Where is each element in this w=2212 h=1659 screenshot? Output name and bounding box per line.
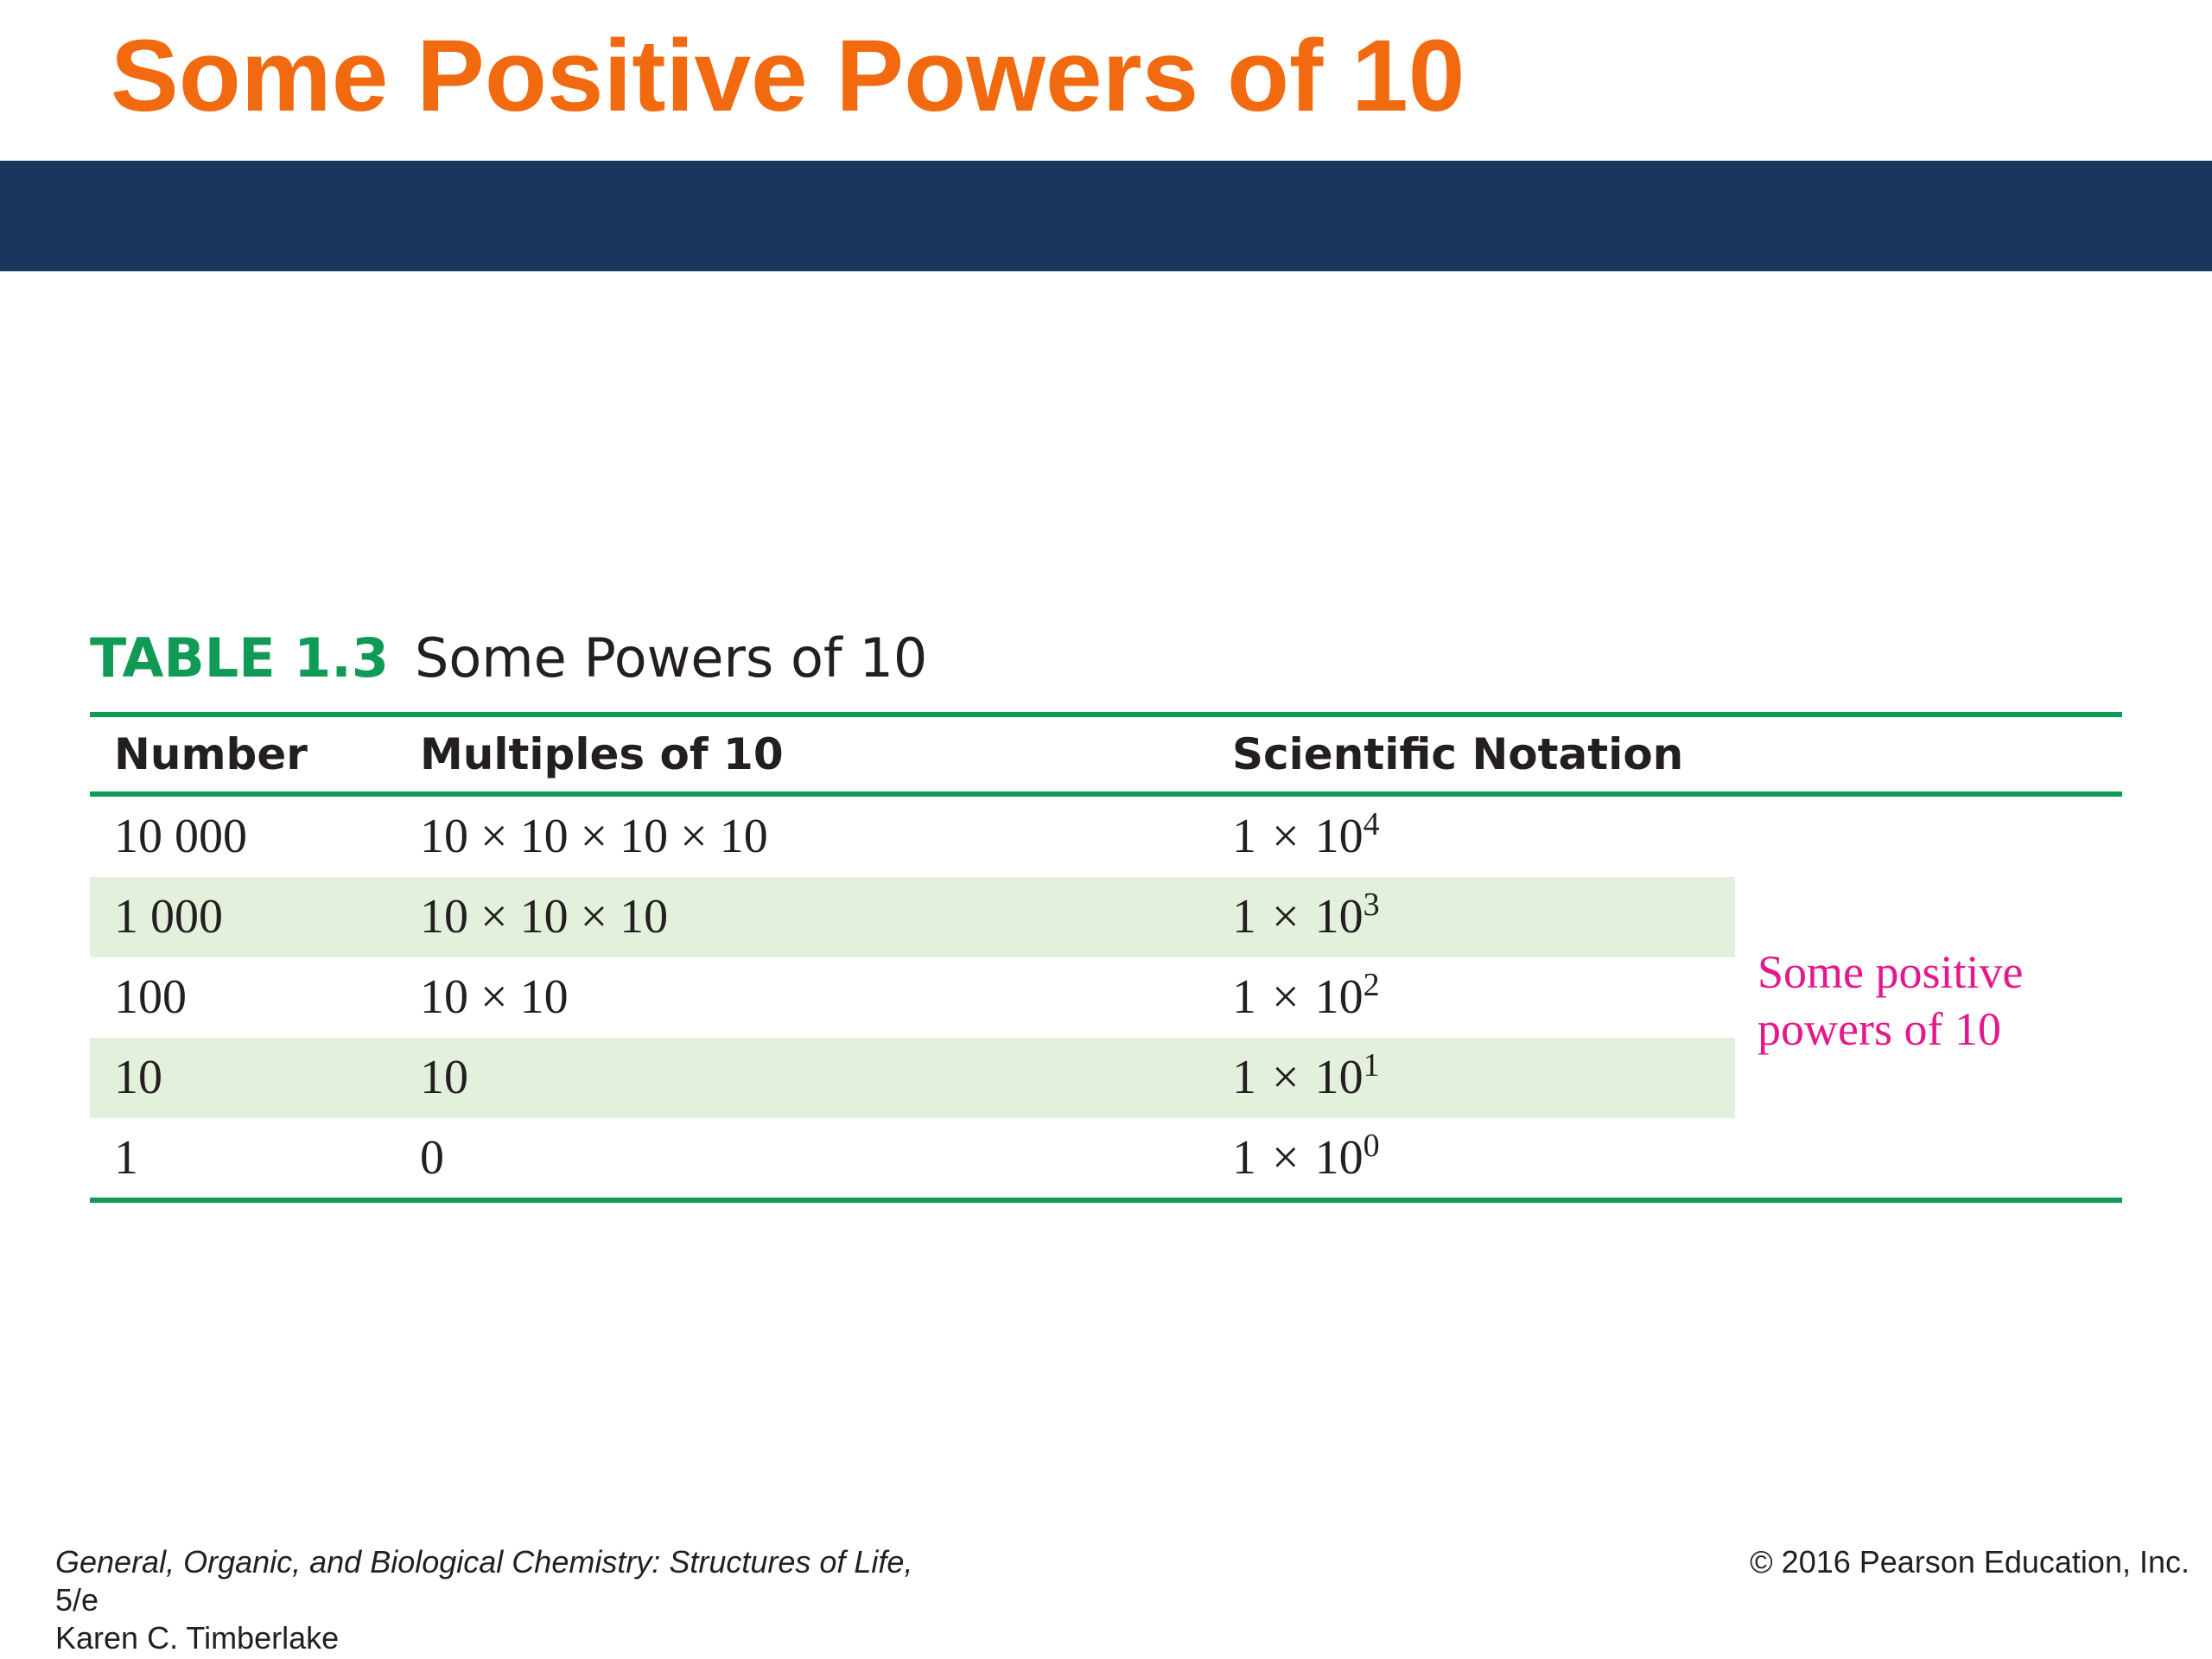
coefficient: 1 xyxy=(1232,1131,1256,1185)
exponent: 3 xyxy=(1363,887,1380,923)
times-sign: × xyxy=(1272,810,1300,863)
table-row xyxy=(90,1118,2122,1198)
column-header-multiples: Multiples of 10 xyxy=(420,729,784,779)
table-label: TABLE 1.3 xyxy=(90,626,389,690)
column-header-number: Number xyxy=(114,729,308,779)
times-sign: × xyxy=(1272,1051,1300,1104)
coefficient: 1 xyxy=(1232,970,1256,1024)
exponent: 1 xyxy=(1363,1047,1380,1084)
times-sign: × xyxy=(1272,970,1300,1024)
book-author: Karen C. Timberlake xyxy=(55,1620,340,1656)
number-cell: 1 000 xyxy=(114,890,223,944)
book-title: General, Organic, and Biological Chemistry: Structures of Life, xyxy=(55,1544,913,1580)
base: 10 xyxy=(1314,890,1363,944)
exponent: 0 xyxy=(1363,1128,1380,1164)
scientific-notation-cell xyxy=(1232,1118,1380,1198)
number-cell: 100 xyxy=(114,970,187,1024)
row-shade xyxy=(90,877,1735,957)
table-title: Some Powers of 10 xyxy=(415,626,928,690)
scientific-notation-cell xyxy=(1232,797,1380,877)
citation-book-line xyxy=(55,1543,912,1619)
base: 10 xyxy=(1314,1051,1363,1104)
multiples-cell: 0 xyxy=(420,1131,444,1185)
base: 10 xyxy=(1314,1131,1363,1185)
number-cell: 10 000 xyxy=(114,810,247,863)
base: 10 xyxy=(1314,810,1363,863)
multiples-cell: 10 xyxy=(420,1051,468,1104)
multiples-cell: 10 × 10 × 10 xyxy=(420,890,669,944)
base: 10 xyxy=(1314,970,1363,1024)
coefficient: 1 xyxy=(1232,890,1256,944)
book-edition: 5/e xyxy=(55,1582,99,1618)
column-header-scientific-notation: Scientific Notation xyxy=(1232,729,1684,779)
multiples-cell: 10 × 10 × 10 × 10 xyxy=(420,810,768,863)
side-annotation xyxy=(1758,944,2024,1058)
side-annotation-line: Some positive xyxy=(1758,946,2024,998)
header-band xyxy=(0,161,2212,271)
table-bottom-rule xyxy=(90,1198,2122,1203)
exponent: 4 xyxy=(1363,806,1380,842)
scientific-notation-cell xyxy=(1232,1038,1380,1118)
footer-citation xyxy=(55,1543,912,1657)
slide-title: Some Positive Powers of 10 xyxy=(111,19,1465,133)
row-shade xyxy=(90,1038,1735,1118)
copyright-notice: © 2016 Pearson Education, Inc. xyxy=(1750,1544,2190,1580)
number-cell: 10 xyxy=(114,1051,162,1104)
scientific-notation-cell xyxy=(1232,877,1380,957)
times-sign: × xyxy=(1272,890,1300,944)
table-caption xyxy=(90,624,927,693)
times-sign: × xyxy=(1272,1131,1300,1185)
multiples-cell: 10 × 10 xyxy=(420,970,569,1024)
table-row xyxy=(90,797,2122,877)
table-header-row xyxy=(90,717,2122,791)
number-cell: 1 xyxy=(114,1131,138,1185)
exponent: 2 xyxy=(1363,967,1380,1003)
coefficient: 1 xyxy=(1232,1051,1256,1104)
coefficient: 1 xyxy=(1232,810,1256,863)
scientific-notation-cell xyxy=(1232,957,1380,1038)
side-annotation-line: powers of 10 xyxy=(1758,1003,2001,1055)
